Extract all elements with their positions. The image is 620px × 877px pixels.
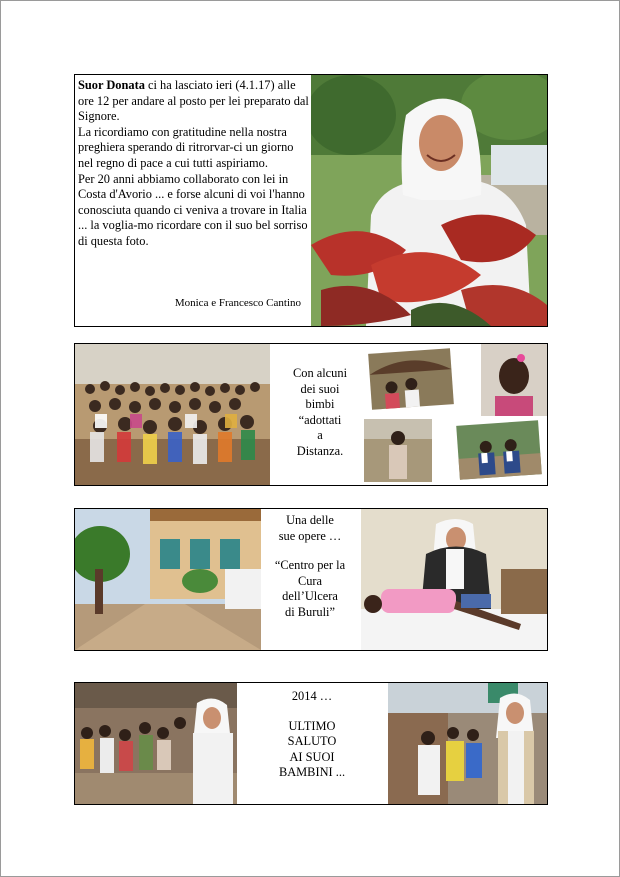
children-caption: Con alcuni dei suoi bimbi “adottati a Distanza. [292,366,348,458]
signature: Monica e Francesco Cantino [174,297,301,309]
goodbye-caption: 2014 … ULTIMO SALUTO AI SUOI BAMBINI ... [278,689,346,780]
memorial-panel [74,74,548,327]
intro-text: ci ha lasciato ieri (4.1.17) alle ore 12 per andare al posto per lei preparato dal Signore. [78,78,309,124]
two-boys-photo [451,416,547,485]
girl-portrait-photo [481,344,547,416]
gratitude-text: La ricordiamo con gratitudine nella nostra preghiera sperando di ritrorvar-ci un giorno nel regno di pace a cui tutti aspiriamo. [78,124,294,170]
goodbye-photo-right [388,683,547,804]
collaboration-text: Per 20 anni abbiamo collaborato con lei in Costa d'Avorio ... e forse alcuni di voi l'hanno conosciuta quando ci veniva a trovare in Italia ... la voglia-mo ricordare con il suo bel sorriso di questa foto. [78,171,308,248]
center-caption: Una delle sue opere … “Centro per la Cura dell’Ulcera di Buruli” [274,513,346,619]
nun-name: Suor Donata [78,78,145,92]
goodbye-photo-left [75,683,237,804]
children-under-hut-photo [363,344,459,414]
children-panel [74,343,548,486]
memorial-text [78,78,310,250]
group-children-photo [75,344,270,485]
center-building-photo [75,509,261,650]
last-goodbye-panel [74,682,548,805]
portrait-photo [311,75,547,326]
treatment-photo [361,509,547,650]
girl-standing-photo [361,416,435,485]
buruli-center-panel [74,508,548,651]
